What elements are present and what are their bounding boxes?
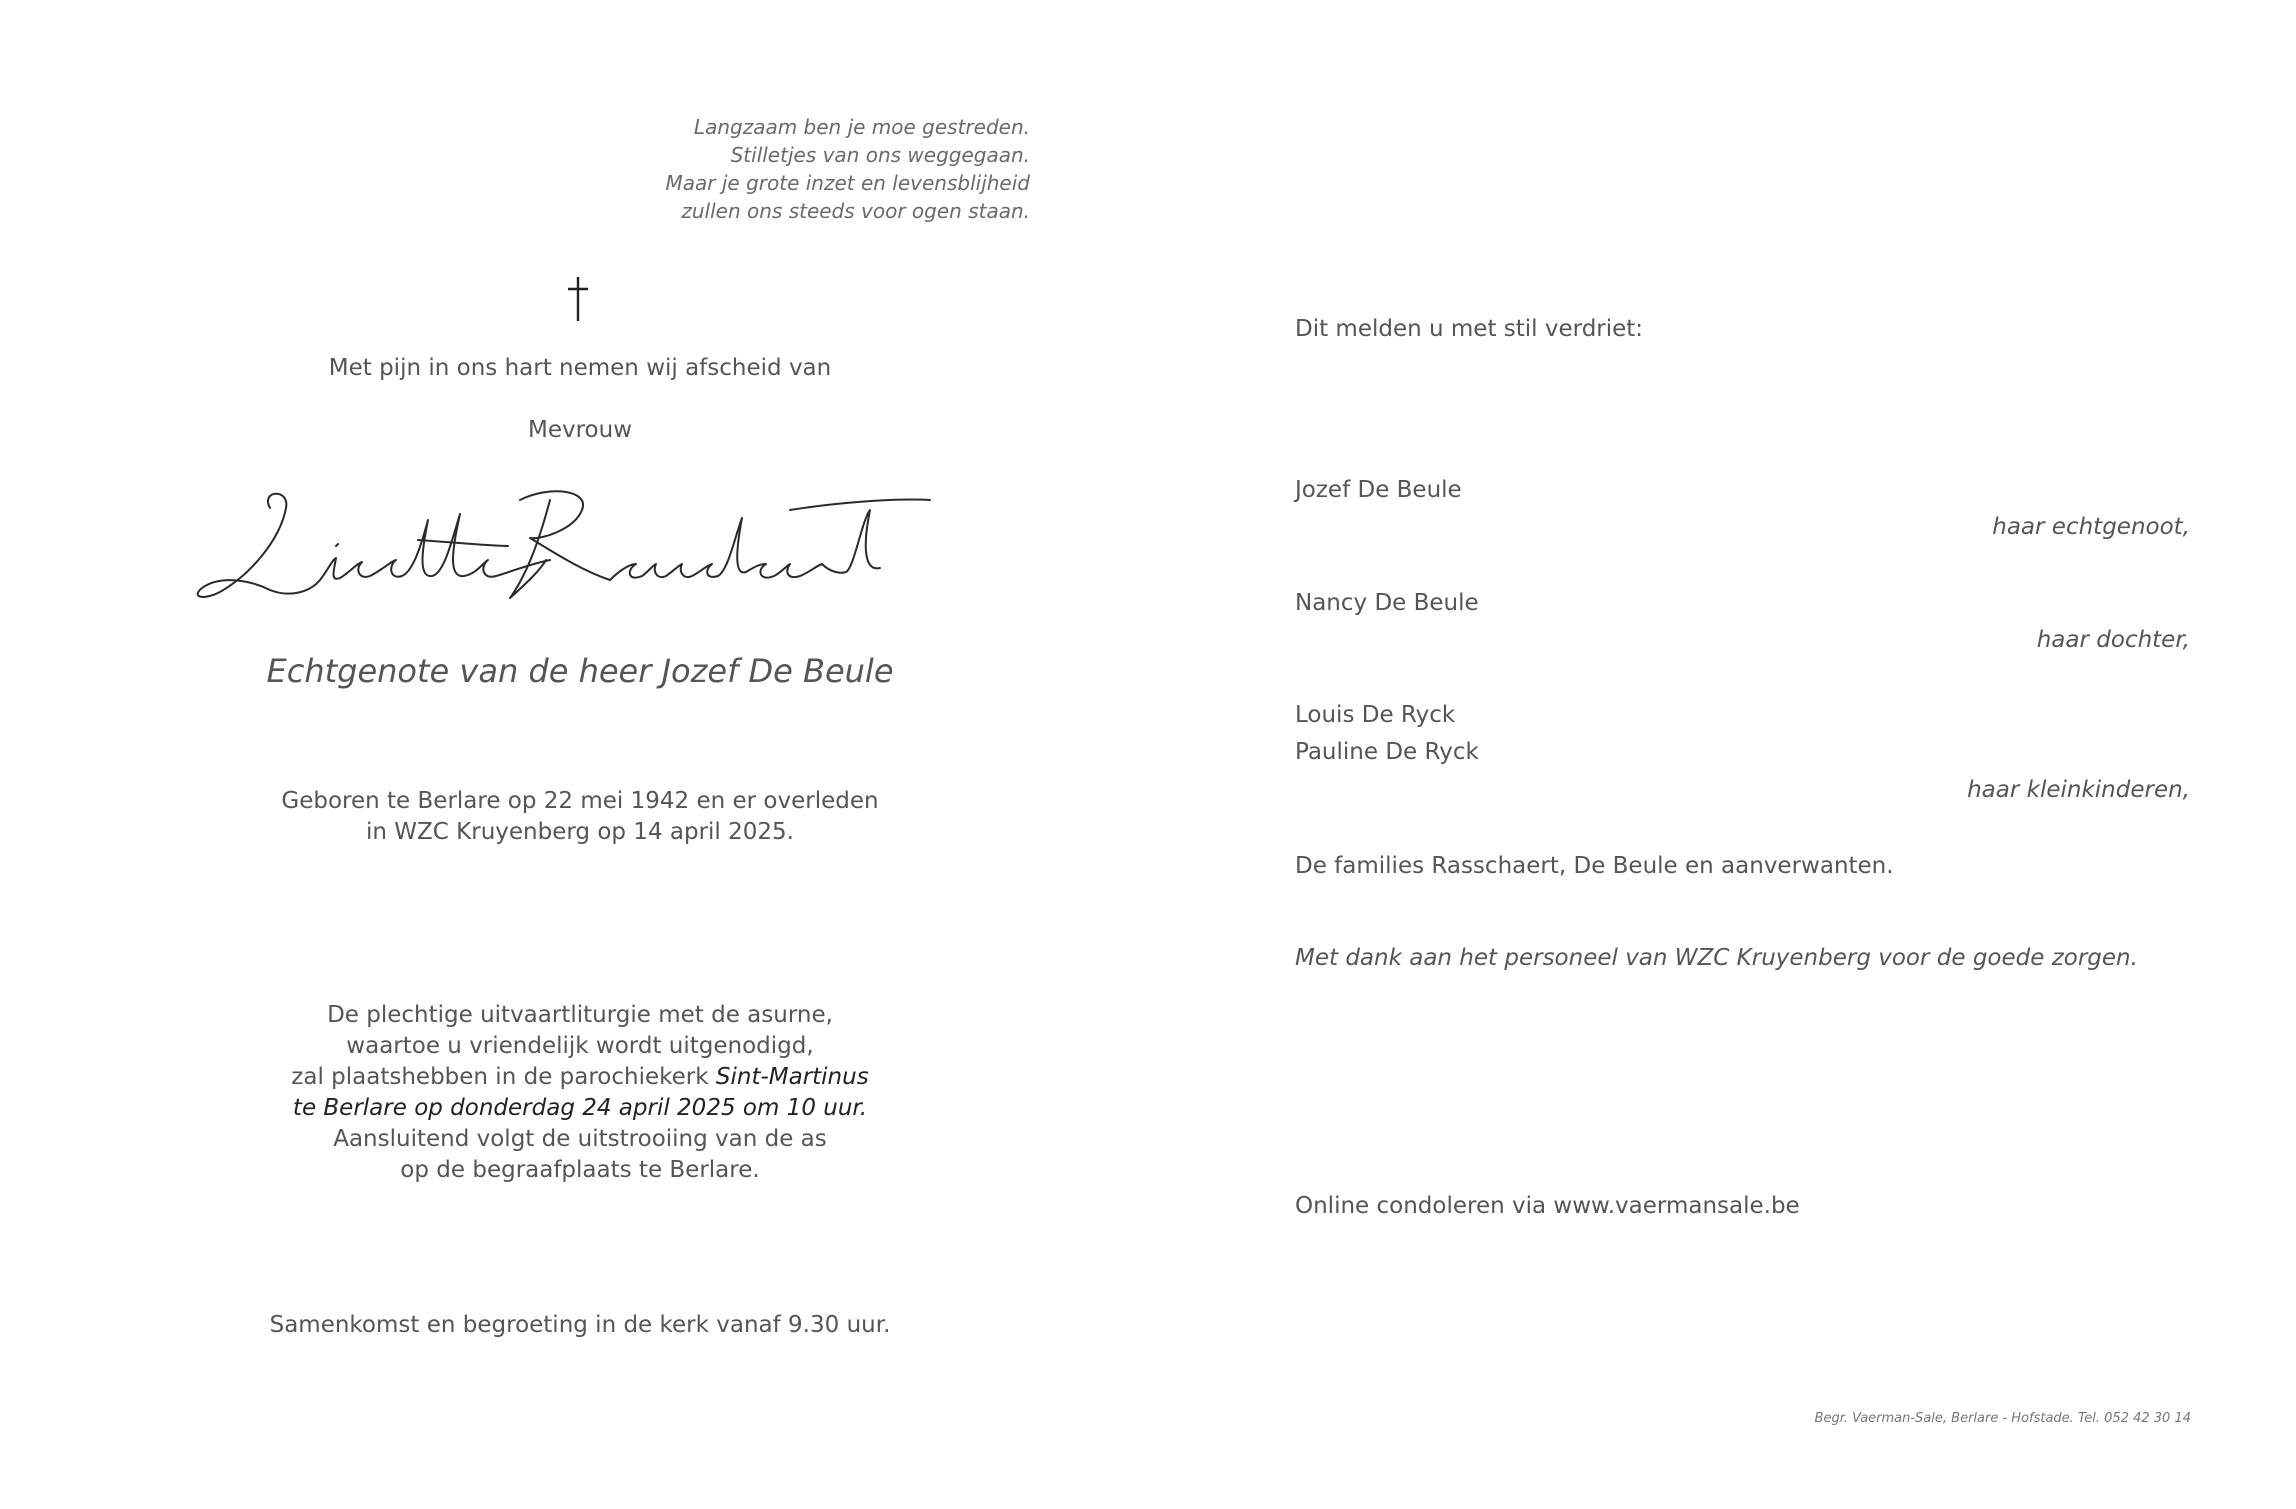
condolence-line: Online condoleren via www.vaermansale.be xyxy=(1295,1193,1800,1219)
birth-line: Geboren te Berlare op 22 mei 1942 en er overleden xyxy=(281,788,879,814)
signature-drawing xyxy=(190,480,1020,620)
funeral-line: Aansluitend volgt de uitstrooiing van de as xyxy=(333,1126,827,1152)
families-line: De families Rasschaert, De Beule en aanverwanten. xyxy=(1295,853,1894,879)
funeral-line: De plechtige uitvaartliturgie met de asurne, xyxy=(327,1002,833,1028)
mourner-relation: haar echtgenoot, xyxy=(1992,514,2190,540)
farewell-intro: Met pijn in ons hart nemen wij afscheid van xyxy=(328,355,832,381)
poem-line: Langzaam ben je moe gestreden. xyxy=(693,115,1030,139)
funeral-line xyxy=(150,1062,1010,1093)
funeral-text: zal plaatshebben in de parochiekerk xyxy=(291,1064,716,1090)
death-line: in WZC Kruyenberg op 14 april 2025. xyxy=(366,819,794,845)
mourner-name: Louis De Ryck xyxy=(1295,702,1456,728)
mourner-relation: haar kleinkinderen, xyxy=(1967,777,2190,803)
mourner-relation: haar dochter, xyxy=(2036,627,2190,653)
mourner-name: Nancy De Beule xyxy=(1295,590,1479,616)
funeral-line: waartoe u vriendelijk wordt uitgenodigd, xyxy=(346,1033,814,1059)
mourner-name: Pauline De Ryck xyxy=(1295,739,1479,765)
gathering-info: Samenkomst en begroeting in de kerk vanaf 9.30 uur. xyxy=(269,1312,891,1338)
church-name: Sint-Martinus xyxy=(715,1064,869,1090)
funeral-home-footer: Begr. Vaerman-Sale, Berlare - Hofstade. Tel. 052 42 30 14 xyxy=(1814,1411,2191,1426)
poem-line: Maar je grote inzet en levensblijheid xyxy=(665,171,1030,195)
mourners-section xyxy=(1295,0,2190,1509)
salutation: Mevrouw xyxy=(527,417,633,443)
deceased-name-signature xyxy=(190,480,1020,620)
mourner-name: Jozef De Beule xyxy=(1295,477,1462,503)
poem xyxy=(560,113,1030,225)
mourners-intro: Dit melden u met stil verdriet: xyxy=(1295,316,1644,342)
funeral-line: op de begraafplaats te Berlare. xyxy=(400,1157,760,1183)
poem-line: Stilletjes van ons weggegaan. xyxy=(730,143,1030,167)
spouse-line: Echtgenote van de heer Jozef De Beule xyxy=(266,652,894,690)
cross-icon xyxy=(564,275,592,323)
poem-line: zullen ons steeds voor ogen staan. xyxy=(681,199,1030,223)
funeral-info xyxy=(150,1000,1010,1186)
birth-death-info xyxy=(150,786,1010,848)
thanks-line: Met dank aan het personeel van WZC Kruyenberg voor de goede zorgen. xyxy=(1295,945,2138,971)
funeral-date: te Berlare op donderdag 24 april 2025 om 10 uur. xyxy=(292,1095,868,1121)
